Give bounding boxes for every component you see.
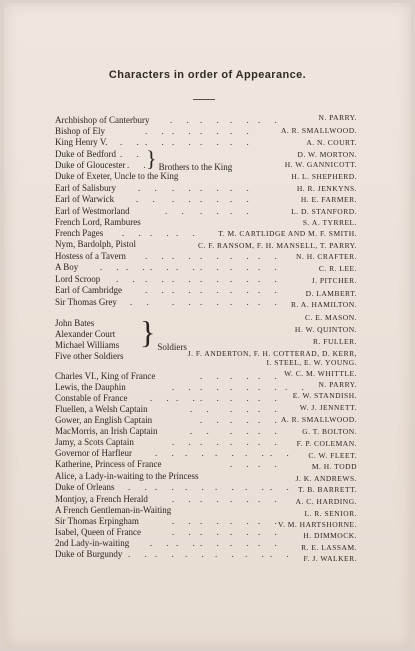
actor-name: H. E. FARMER.	[300, 195, 357, 204]
leader-dots: . .	[258, 415, 283, 425]
actor-name: C. R. LEE.	[318, 264, 357, 273]
character-name: Earl of Salisbury	[55, 183, 116, 193]
leader-dots: . .	[185, 549, 210, 559]
character-name: Gower, an English Captain	[55, 415, 153, 425]
leader-dots: . .	[270, 482, 295, 492]
leader-dots: . .	[230, 262, 255, 272]
character-name: Duke of Bedford	[55, 149, 116, 159]
character-name: Sir Thomas Grey	[55, 297, 117, 307]
leader-dots: . .	[230, 382, 255, 392]
leader-dots: . .	[258, 426, 283, 436]
leader-dots: . .	[258, 494, 283, 504]
leader-dots: . .	[200, 494, 225, 504]
leader-dots: . .	[200, 285, 225, 295]
leader-dots: . .	[176, 538, 201, 548]
leader-dots: . .	[150, 393, 175, 403]
actor-name: J. K. ANDREWS.	[295, 474, 357, 483]
actor-name: A. R. SMALLWOOD.	[281, 126, 357, 135]
actor-name: N. H. CRAFTER.	[296, 252, 357, 261]
leader-dots: . .	[145, 137, 170, 147]
actor-name: A. C. HARDING.	[295, 497, 357, 506]
leader-dots: . .	[145, 285, 170, 295]
character-name: French Pages	[55, 228, 104, 238]
character-name: Duke of Gloucester	[55, 160, 126, 170]
leader-dots: . .	[172, 382, 197, 392]
leader-dots: . .	[172, 274, 197, 284]
actor-name: A. N. COURT.	[306, 138, 357, 147]
actor-name: E. W. STANDISH.	[292, 391, 357, 400]
page-title: Characters in order of Appearance.	[108, 69, 307, 81]
leader-dots: . .	[128, 549, 153, 559]
leader-dots: . .	[172, 285, 197, 295]
actor-name: R. FULLER.	[313, 337, 357, 346]
actor-name: J. F. ANDERTON, F. H. COTTERAD, D. KERR,	[187, 349, 357, 358]
leader-dots: . .	[150, 228, 175, 238]
actor-name: R. E. LASSAM.	[301, 543, 357, 552]
actor-name: V. M. HARTSHORNE.	[278, 520, 357, 529]
actor-name: T. M. CARTLIDGE AND M. F. SMITH.	[218, 229, 357, 238]
soldiers-label: Soldiers	[157, 342, 187, 352]
actor-name: I. STEEL, E. W. YOUNG.	[266, 358, 357, 367]
leader-dots: . .	[176, 393, 201, 403]
brothers-bracket: } Brothers to the King	[146, 146, 233, 172]
leader-dots: . .	[230, 274, 255, 284]
leader-dots: . .	[230, 415, 255, 425]
leader-dots: . .	[116, 274, 141, 284]
character-name: John Bates	[55, 318, 95, 328]
leader-dots: . .	[200, 297, 225, 307]
leader-dots: . .	[185, 448, 210, 458]
character-name: Sir Thomas Erpingham	[55, 516, 139, 526]
leader-dots: . .	[172, 194, 197, 204]
leader-dots: . .	[145, 274, 170, 284]
actor-name: T. B. BARRETT.	[297, 485, 357, 494]
character-name: MacMorris, an Irish Captain	[55, 426, 158, 436]
actor-name: D. LAMBERT.	[305, 289, 357, 298]
actor-name: M. H. TODD	[311, 462, 357, 471]
leader-dots: . .	[258, 437, 283, 447]
leader-dots: . .	[190, 404, 215, 414]
leader-dots: . .	[230, 516, 255, 526]
leader-dots: . .	[258, 262, 283, 272]
leader-dots: . .	[176, 262, 201, 272]
actor-name: H. DIMMOCK.	[303, 531, 357, 540]
leader-dots: . .	[172, 126, 197, 136]
actor-name: N. PARRY.	[318, 380, 357, 389]
leader-dots: . .	[258, 459, 283, 469]
actor-name: W. C. M. WHITTLE.	[284, 369, 357, 378]
actor-name: N. PARRY.	[318, 113, 357, 122]
actor-name: L. R. SENIOR.	[304, 509, 357, 518]
leader-dots: . .	[200, 251, 225, 261]
leader-dots: . .	[172, 494, 197, 504]
leader-dots: . .	[200, 194, 225, 204]
character-name: Duke of Burgundy	[55, 549, 123, 559]
actor-name: C. F. RANSOM, F. H. MANSELL, T. PARRY.	[197, 241, 357, 250]
character-name: Constable of France	[55, 393, 128, 403]
leader-dots: . .	[172, 516, 197, 526]
leader-dots: . .	[172, 527, 197, 537]
character-name: Lord Scroop	[55, 274, 101, 284]
leader-dots: . .	[200, 262, 225, 272]
leader-dots: . .	[155, 482, 180, 492]
leader-dots: . .	[200, 115, 225, 125]
leader-dots: . .	[200, 126, 225, 136]
character-name: Montjoy, a French Herald	[55, 494, 148, 504]
brothers-label: Brothers to the King	[158, 162, 233, 172]
leader-dots: . .	[215, 448, 240, 458]
leader-dots: . .	[258, 393, 283, 403]
leader-dots: . .	[120, 137, 145, 147]
leader-dots: . .	[285, 382, 310, 392]
leader-dots: . .	[230, 137, 255, 147]
leader-dots: . .	[172, 137, 197, 147]
leader-dots: . .	[150, 538, 175, 548]
leader-dots: . .	[138, 183, 163, 193]
leader-dots: . .	[230, 251, 255, 261]
leader-dots: . .	[200, 516, 225, 526]
leader-dots: . .	[172, 437, 197, 447]
leader-dots: . .	[258, 274, 283, 284]
leader-dots: . .	[200, 382, 225, 392]
actor-name: H. L. SHEPHERD.	[291, 172, 357, 181]
leader-dots: . .	[200, 393, 225, 403]
leader-dots: . .	[200, 527, 225, 537]
leader-dots: . .	[230, 297, 255, 307]
actor-name: W. J. JENNETT.	[299, 403, 357, 412]
character-name: Bishop of Ely	[55, 126, 106, 136]
leader-dots: . .	[270, 549, 295, 559]
character-name: A Boy	[55, 262, 79, 272]
character-name: A French Gentleman-in-Waiting	[55, 505, 172, 515]
character-name: Lewis, the Dauphin	[55, 382, 126, 392]
leader-dots: . .	[215, 482, 240, 492]
leader-dots: . .	[230, 183, 255, 193]
character-name: Fluellen, a Welsh Captain	[55, 404, 148, 414]
leader-dots: . .	[230, 115, 255, 125]
actor-name: F. P. COLEMAN.	[296, 439, 357, 448]
leader-dots: . .	[258, 285, 283, 295]
actor-name: F. J. WALKER.	[303, 554, 357, 563]
actor-name: G. T. BOLTON.	[302, 427, 357, 436]
character-name: Earl of Cambridge	[55, 285, 122, 295]
leader-dots: . .	[185, 482, 210, 492]
actor-name: A. R. SMALLWOOD.	[281, 415, 357, 424]
leader-dots: . .	[155, 549, 180, 559]
leader-dots: . .	[270, 448, 295, 458]
leader-dots: . .	[145, 251, 170, 261]
actor-name: H. R. JENKYNS.	[296, 184, 357, 193]
leader-dots: . .	[230, 426, 255, 436]
leader-dots: . .	[258, 297, 283, 307]
leader-dots: . .	[230, 126, 255, 136]
leader-dots: . .	[245, 482, 270, 492]
leader-dots: . .	[200, 206, 225, 216]
character-name: Earl of Westmorland	[55, 206, 130, 216]
leader-dots: . .	[258, 115, 283, 125]
leader-dots: . .	[258, 371, 283, 381]
leader-dots: . .	[200, 538, 225, 548]
leader-dots: . .	[230, 459, 255, 469]
leader-dots: . .	[130, 297, 155, 307]
leader-dots: . .	[258, 527, 283, 537]
leader-dots: . .	[230, 393, 255, 403]
character-name: Hostess of a Tavern	[55, 251, 126, 261]
leader-dots: . .	[258, 382, 283, 392]
leader-dots: . .	[172, 297, 197, 307]
leader-dots: . .	[230, 527, 255, 537]
character-name: Five other Soldiers	[55, 351, 124, 361]
leader-dots: . .	[128, 482, 153, 492]
leader-dots: . .	[215, 549, 240, 559]
leader-dots: . .	[258, 404, 283, 414]
character-name: Jamy, a Scots Captain	[55, 437, 134, 447]
leader-dots: . .	[230, 538, 255, 548]
actor-name: C. W. FLEET.	[308, 451, 357, 460]
leader-dots: . .	[165, 206, 190, 216]
leader-dots: . .	[200, 183, 225, 193]
leader-dots: . .	[258, 538, 283, 548]
character-name: Governor of Harfleur	[55, 448, 132, 458]
character-name: Duke of Orleans	[55, 482, 115, 492]
leader-dots: . .	[230, 404, 255, 414]
character-name: Nym, Bardolph, Pistol	[55, 239, 137, 249]
leader-dots: . .	[176, 228, 201, 238]
leader-dots: . .	[230, 194, 255, 204]
character-name: Charles VI., King of France	[55, 371, 156, 381]
character-name: Alexander Court	[55, 329, 116, 339]
leader-dots: . .	[245, 549, 270, 559]
leader-dots: . .	[127, 160, 152, 170]
character-name: Duke of Exeter, Uncle to the King	[55, 171, 179, 181]
leader-dots: . .	[200, 437, 225, 447]
leader-dots: . .	[100, 262, 125, 272]
actor-name: C. E. MASON.	[304, 313, 357, 322]
actor-name: D. W. MORTON.	[297, 150, 357, 159]
actor-name: S. A. TYRREL.	[302, 218, 357, 227]
character-name: Earl of Warwick	[55, 194, 115, 204]
character-name: Katherine, Princess of France	[55, 459, 162, 469]
character-name: Archbishop of Canterbury	[55, 115, 150, 125]
leader-dots: . .	[230, 371, 255, 381]
leader-dots: . .	[200, 137, 225, 147]
soldiers-bracket: } Soldiers	[140, 314, 187, 352]
actor-name: H. W. GANNICOTT.	[284, 160, 357, 169]
leader-dots: . .	[155, 448, 180, 458]
leader-dots: . .	[145, 126, 170, 136]
leader-dots: . .	[170, 115, 195, 125]
leader-dots: . .	[172, 183, 197, 193]
character-name: Alice, a Lady-in-waiting to the Princess	[55, 471, 199, 481]
character-name: Michael Williams	[55, 340, 120, 350]
leader-dots: . .	[200, 415, 225, 425]
leader-dots: . .	[245, 448, 270, 458]
leader-dots: . .	[230, 437, 255, 447]
leader-dots: . .	[136, 194, 161, 204]
character-name: King Henry V.	[55, 137, 108, 147]
actor-name: L. D. STANFORD.	[291, 207, 357, 216]
leader-dots: . .	[200, 371, 225, 381]
leader-dots: . .	[230, 285, 255, 295]
leader-dots: . .	[172, 251, 197, 261]
actor-name: H. W. QUINTON.	[294, 325, 357, 334]
leader-dots: . .	[122, 228, 147, 238]
actor-name: R. A. HAMILTON.	[290, 300, 357, 309]
leader-dots: . .	[230, 494, 255, 504]
leader-dots: . .	[150, 262, 175, 272]
leader-dots: . .	[190, 426, 215, 436]
leader-dots: . .	[200, 274, 225, 284]
leader-dots: . .	[258, 251, 283, 261]
leader-dots: . .	[126, 262, 151, 272]
leader-dots: . .	[258, 516, 283, 526]
leader-dots: . .	[120, 149, 145, 159]
character-name: 2nd Lady-in-waiting	[55, 538, 130, 548]
leader-dots: . .	[230, 206, 255, 216]
character-name: Isabel, Queen of France	[55, 527, 141, 537]
character-name: French Lord, Rambures	[55, 217, 141, 227]
actor-name: J. PITCHER.	[311, 276, 357, 285]
